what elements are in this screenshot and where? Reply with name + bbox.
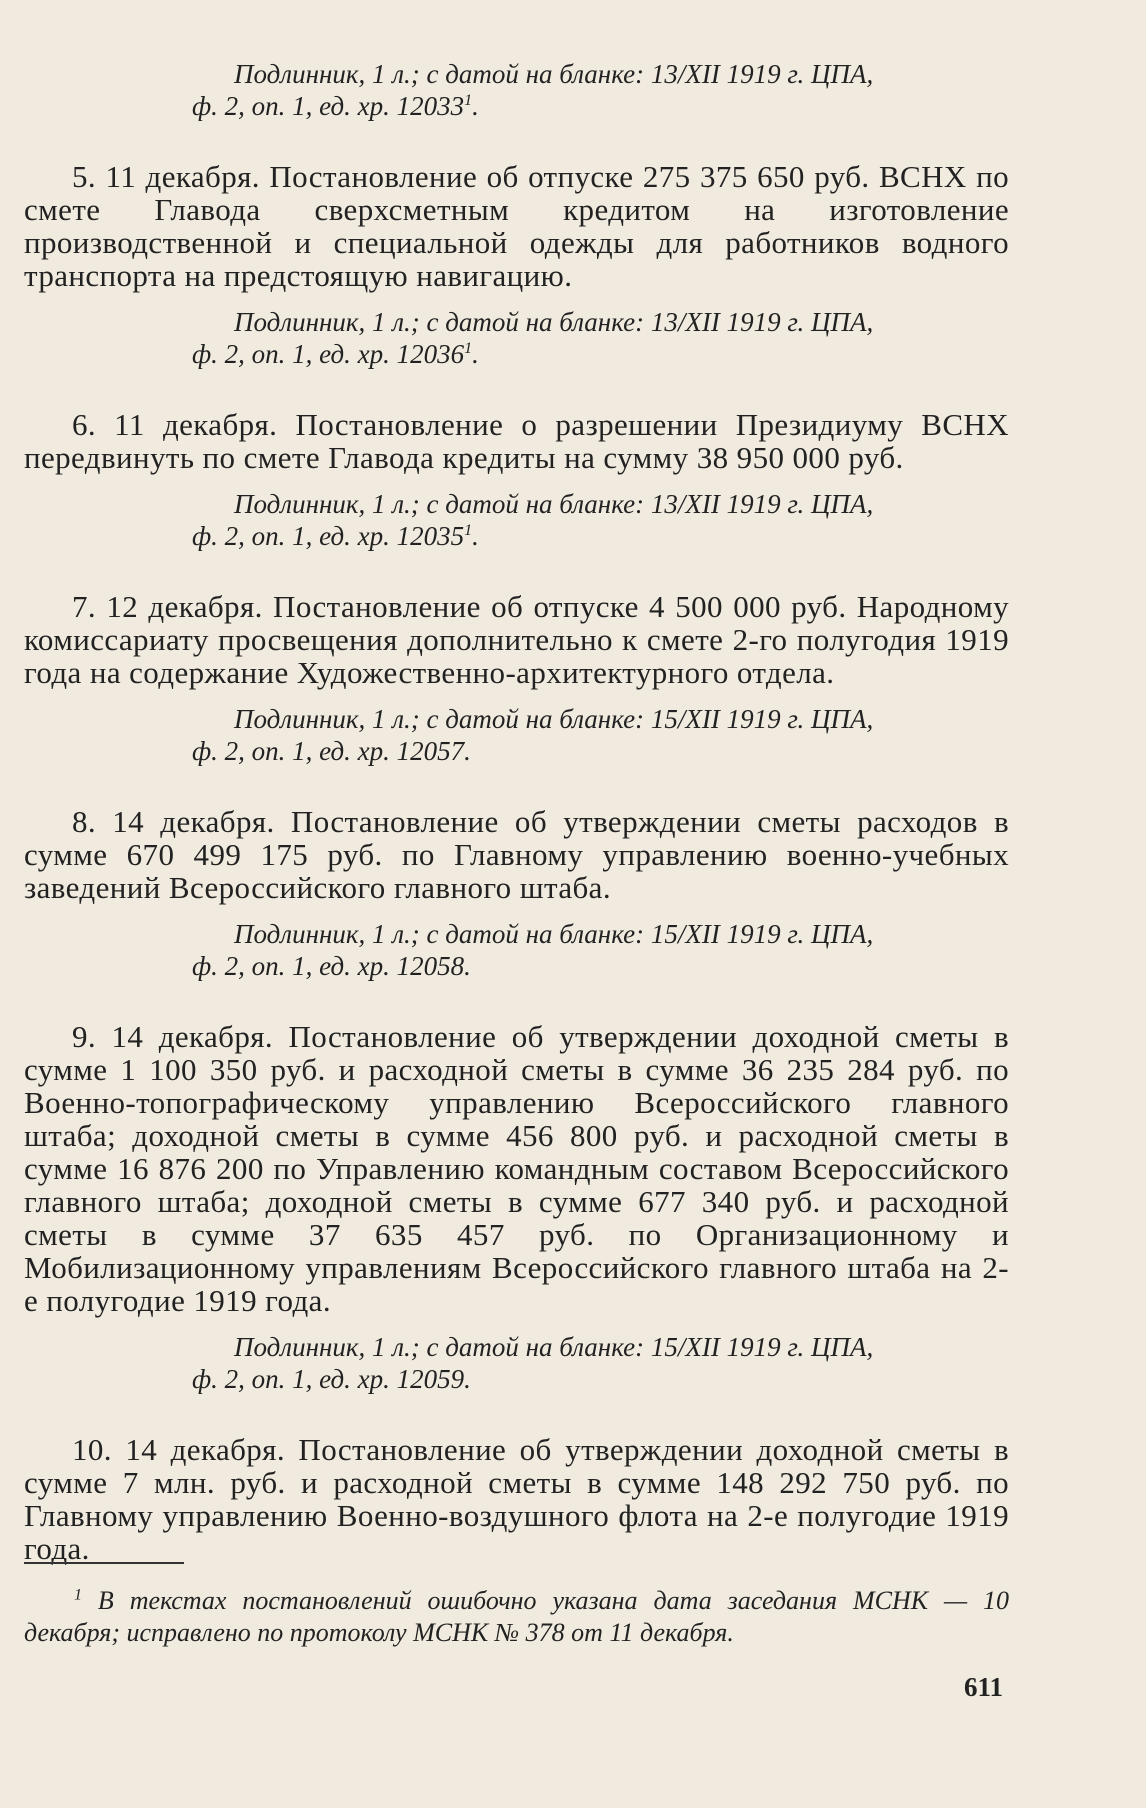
entry-10: 10. 14 декабря. Постановление об утверждении доходной сметы в сумме 7 млн. руб. и расходной сметы в сумме 148 292 750 руб. по Главному управлению Военно-воздушного флота на 2-е полугодие 1919 года. xyxy=(24,1432,1009,1566)
citation-line xyxy=(192,338,1009,370)
citation-line: Подлинник, 1 л.; с датой на бланке: 13/XII 1919 г. ЦПА, xyxy=(234,489,874,519)
entry-8: 8. 14 декабря. Постановление об утверждении сметы расходов в сумме 670 499 175 руб. по Главному управлению военно-учебных заведений Всероссийского главного штаба. xyxy=(24,804,1009,905)
citation-line: ф. 2, оп. 1, ед. хр. 12058. xyxy=(192,951,471,981)
footnote-mark: 1 xyxy=(464,92,473,109)
footnote-mark: 1 xyxy=(74,1586,82,1604)
page-number: 611 xyxy=(964,1672,1004,1702)
citation-line: Подлинник, 1 л.; с датой на бланке: 13/XII 1919 г. ЦПА, xyxy=(234,59,874,89)
citation-ref: ф. 2, оп. 1, ед. хр. 12036 xyxy=(192,339,465,369)
citation-ref: ф. 2, оп. 1, ед. хр. 12035 xyxy=(192,521,465,551)
citation xyxy=(24,703,1009,767)
entry-5: 5. 11 декабря. Постановление об отпуске 275 375 650 руб. ВСНХ по смете Главода сверхсметным кредитом на изготовление производственной и специальной одежды для работников водного транспорта на предстоящую навигацию. xyxy=(24,159,1009,293)
citation-line: ф. 2, оп. 1, ед. хр. 12057. xyxy=(192,736,471,766)
citation xyxy=(24,58,1009,122)
footnote xyxy=(24,1585,1009,1649)
footnote-mark: 1 xyxy=(464,522,473,539)
citation xyxy=(24,918,1009,982)
entry-7: 7. 12 декабря. Постановление об отпуске 4 500 000 руб. Народному комиссариату просвещения дополнительно к смете 2-го полугодия 1919 года на содержание Художественно-архитектурного отдела. xyxy=(24,589,1009,690)
citation-ref: ф. 2, оп. 1, ед. хр. 12033 xyxy=(192,91,465,121)
citation xyxy=(24,306,1009,370)
citation-line xyxy=(192,520,1009,552)
footnote-divider xyxy=(24,1562,184,1564)
citation xyxy=(24,488,1009,552)
citation-end: . xyxy=(472,91,479,121)
footnote-mark: 1 xyxy=(464,340,473,357)
citation-line xyxy=(192,90,1009,122)
citation-end: . xyxy=(472,521,479,551)
citation-line: ф. 2, оп. 1, ед. хр. 12059. xyxy=(192,1364,471,1394)
citation-end: . xyxy=(472,339,479,369)
citation-line: Подлинник, 1 л.; с датой на бланке: 15/XII 1919 г. ЦПА, xyxy=(234,919,874,949)
entry-9: 9. 14 декабря. Постановление об утверждении доходной сметы в сумме 1 100 350 руб. и расходной сметы в сумме 36 235 284 руб. по Военно-топографическому управлению Всероссийского главного штаба; доходной сметы в сумме 456 800 руб. и расходной сметы в сумме 16 876 200 по Управлению командным составом Всероссийского главного штаба; доходной сметы в сумме 677 340 руб. и расходной сметы в сумме 37 635 457 руб. по Организационному и Мобилизационному управлениям Всероссийского главного штаба на 2-е полугодие 1919 года. xyxy=(24,1019,1009,1318)
page-body xyxy=(24,58,1009,1579)
citation-line: Подлинник, 1 л.; с датой на бланке: 15/XII 1919 г. ЦПА, xyxy=(234,704,874,734)
entry-6: 6. 11 декабря. Постановление о разрешении Президиуму ВСНХ передвинуть по смете Главода кредиты на сумму 38 950 000 руб. xyxy=(24,407,1009,475)
footnote-text: В текстах постановлений ошибочно указана дата заседания МСНК — 10 декабря; исправлено по протоколу МСНК № 378 от 11 декабря. xyxy=(24,1586,1009,1647)
citation-line: Подлинник, 1 л.; с датой на бланке: 15/XII 1919 г. ЦПА, xyxy=(234,1332,874,1362)
citation xyxy=(24,1331,1009,1395)
citation-line: Подлинник, 1 л.; с датой на бланке: 13/XII 1919 г. ЦПА, xyxy=(234,307,874,337)
